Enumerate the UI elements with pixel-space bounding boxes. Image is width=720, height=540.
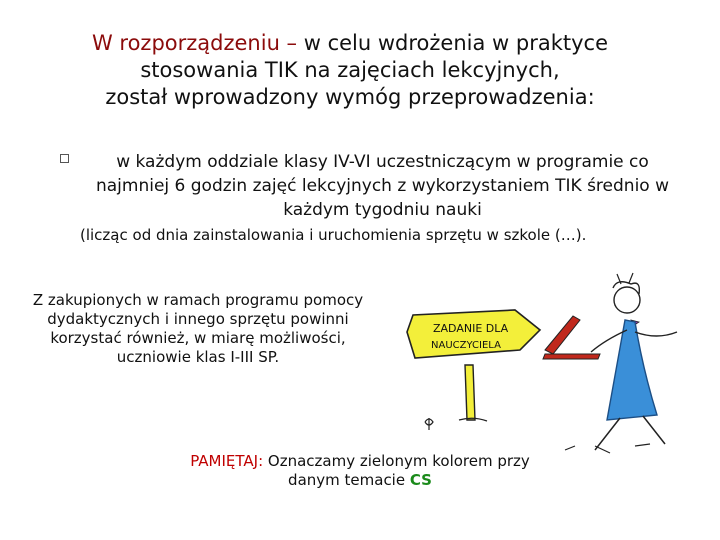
title-line-1 xyxy=(30,30,670,57)
laptop-icon xyxy=(543,316,600,359)
sign-text-line-2: NAUCZYCIELA xyxy=(431,340,501,351)
reminder-note xyxy=(170,452,550,490)
title-line-2: stosowania TIK na zajęciach lekcyjnych, xyxy=(140,58,560,82)
title-line-1-rest: w celu wdrożenia w praktyce xyxy=(297,31,609,55)
teacher-sign-illustration xyxy=(395,270,695,460)
bullet-block xyxy=(60,150,700,245)
reminder-text: Oznaczamy zielonym kolorem przy danym temacie xyxy=(263,452,530,489)
reminder-label: PAMIĘTAJ: xyxy=(190,452,264,470)
bullet-square-icon xyxy=(60,154,69,163)
slide-title xyxy=(30,30,670,111)
teacher-girl-icon xyxy=(591,273,677,450)
sign-post-icon xyxy=(459,365,487,421)
bullet-main-text: w każdym oddziale klasy IV-VI uczestniczącym w programie co najmniej 6 godzin zajęć lekcyjnych z wykorzystaniem TIK średnio w każdym tygodniu nauki xyxy=(95,152,670,220)
left-paragraph: Z zakupionych w ramach programu pomocy dydaktycznych i innego sprzętu powinni korzystać również, w miarę możliwości, uczniowie klas I-III SP. xyxy=(32,291,364,366)
sign-text-line-1: ZADANIE DLA xyxy=(433,322,509,335)
bullet-note: (licząc od dnia zainstalowania i uruchomienia sprzętu w szkole (…). xyxy=(80,226,587,244)
title-highlight: W rozporządzeniu – xyxy=(91,31,298,55)
title-line-3: został wprowadzony wymóg przeprowadzenia: xyxy=(105,85,595,109)
reminder-code: CS xyxy=(409,471,432,489)
